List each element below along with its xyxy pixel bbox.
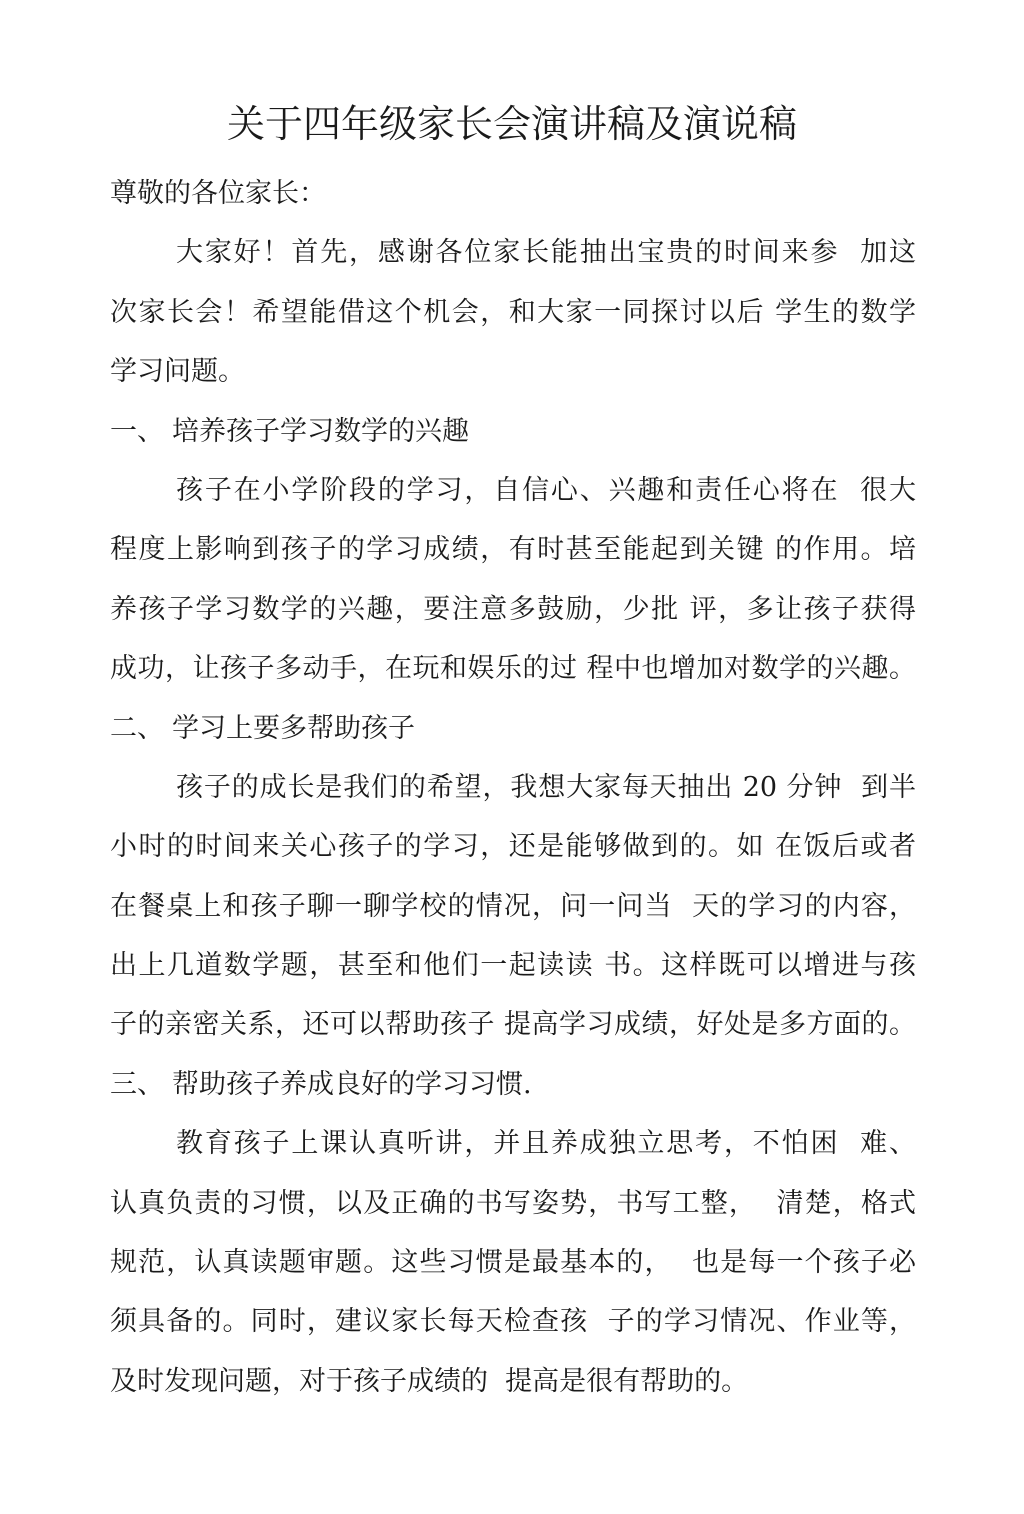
section3-line: 须具备的。同时，建议家长每天检查孩 子的学习情况、作业等，	[110, 1306, 916, 1338]
page-title: 关于四年级家长会演讲稿及演说稿	[226, 102, 797, 146]
section2-line: 子的亲密关系，还可以帮助孩子 提高学习成绩，好处是多方面的。	[110, 1009, 916, 1041]
section3-line: 规范，认真读题审题。这些习惯是最基本的， 也是每一个孩子必	[110, 1247, 916, 1279]
section3-line: 教育孩子上课认真听讲，并且养成独立思考，不怕困 难、	[176, 1128, 916, 1160]
greeting: 尊敬的各位家长：	[110, 178, 326, 209]
section-number: 一、	[110, 415, 164, 447]
section1-line: 成功，让孩子多动手，在玩和娱乐的过 程中也增加对数学的兴趣。	[110, 653, 916, 685]
section2-line: 出上几道数学题，甚至和他们一起读读 书。这样既可以增进与孩	[110, 950, 916, 982]
section1-line: 程度上影响到孩子的学习成绩，有时甚至能起到关键 的作用。培	[110, 534, 916, 566]
section-heading-text: 帮助孩子养成良好的学习习惯.	[172, 1068, 532, 1100]
section-heading-1	[110, 402, 916, 461]
section1-line: 孩子在小学阶段的学习，自信心、兴趣和责任心将在 很大	[176, 474, 916, 506]
section-number: 二、	[110, 712, 164, 744]
intro-line: 次家长会！希望能借这个机会，和大家一同探讨以后 学生的数学	[110, 296, 916, 328]
intro-line: 学习问题。	[110, 356, 245, 388]
section1-line: 养孩子学习数学的兴趣，要注意多鼓励，少批 评，多让孩子获得	[110, 593, 916, 625]
section-heading-3	[110, 1055, 916, 1114]
section-number: 三、	[110, 1068, 164, 1100]
section-heading-2	[110, 699, 916, 758]
intro-line: 大家好！首先，感谢各位家长能抽出宝贵的时间来参 加这	[176, 237, 916, 269]
section2-line: 在餐桌上和孩子聊一聊学校的情况，问一问当 天的学习的内容，	[110, 890, 916, 922]
section-heading-text: 培养孩子学习数学的兴趣	[172, 415, 469, 447]
document-body	[110, 164, 916, 1411]
section2-line: 孩子的成长是我们的希望，我想大家每天抽出 20 分钟 到半	[176, 771, 916, 803]
section2-line: 小时的时间来关心孩子的学习，还是能够做到的。如 在饭后或者	[110, 831, 916, 863]
section3-line: 认真负责的习惯，以及正确的书写姿势，书写工整， 清楚，格式	[110, 1187, 916, 1219]
section3-line: 及时发现问题，对于孩子成绩的 提高是很有帮助的。	[110, 1365, 749, 1397]
section-heading-text: 学习上要多帮助孩子	[172, 712, 415, 744]
